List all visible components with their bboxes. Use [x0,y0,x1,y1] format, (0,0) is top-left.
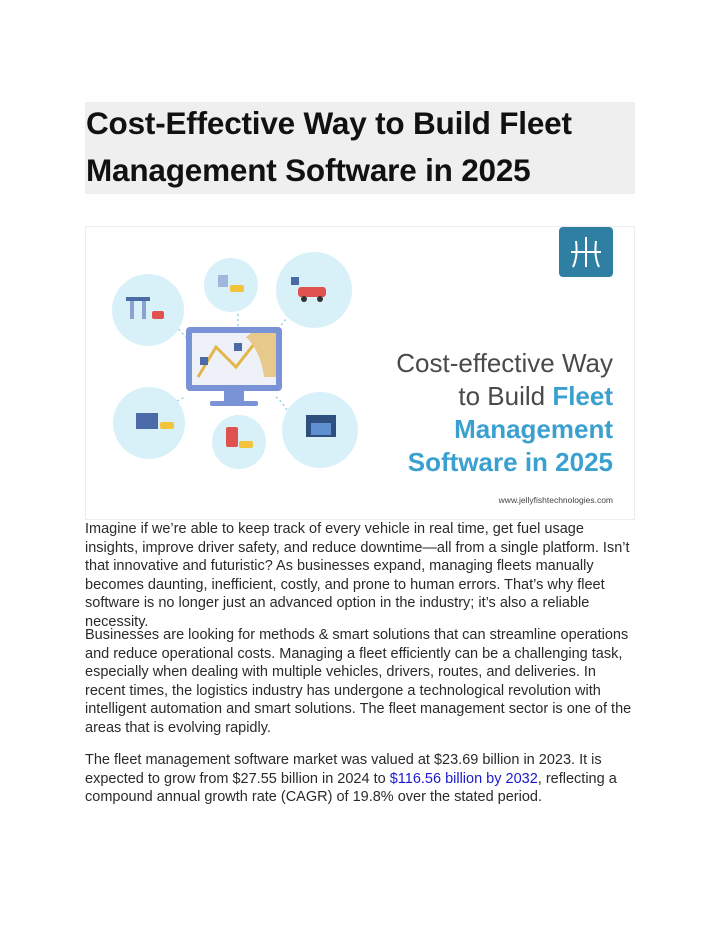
garage-icon [306,415,336,437]
market-text-before: The fleet management software market was valued at $23.69 billion in 2023. It is expected to grow from $27.55 billion in 2024 to [85,752,602,787]
hero-heading-line3: Management [454,414,613,444]
fuel-station-circle [112,274,184,346]
hero-heading-line2-accent: Fleet [552,381,613,411]
intro-paragraph: Imagine if we’re able to keep track of every vehicle in real time, get fuel usage insights, improve driver safety, and reduce downtime—all from a single platform. Isn’t that innovative and futuristic? As businesses expand, managing fleets manually becomes daunting, inefficient, costly, and prone to human errors. That’s why fleet software is no longer just an advanced option in the industry; it’s also a reliable necessity. [85,521,630,630]
hero-website: www.jellyfishtechnologies.com [498,495,613,505]
market-paragraph [85,751,637,807]
market-text-after: , reflecting a compound annual growth rate (CAGR) of 19.8% over the stated period. [85,770,617,806]
hero-heading-line1: Cost-effective Way [396,348,613,378]
hero-heading-line4: Software in 2025 [407,447,613,477]
hero-heading-line2-plain: to Build [458,381,553,411]
hero-heading-line2 [458,381,613,411]
mobile-tracking-circle [212,415,266,469]
hero-image [85,226,635,520]
parking-circle [204,258,258,312]
page-title: Cost-Effective Way to Build Fleet Management Software in 2025 [86,105,572,188]
hero-illustration [86,227,634,519]
operations-paragraph: Businesses are looking for methods & smart solutions that can streamline operations and reduce operational costs. Managing a fleet efficiently can be a challenging task, especially when dealing with multiple vehicles, drivers, routes, and deliveries. In recent times, the logistics industry has undergone a technological revolution with intelligent automation and smart solutions. The fleet management sector is one of the areas that is evolving rapidly. [85,627,632,736]
monitor-icon [186,327,282,406]
jellyfish-logo-icon [559,227,613,277]
market-forecast-link[interactable]: $116.56 billion by 2032 [389,770,538,787]
